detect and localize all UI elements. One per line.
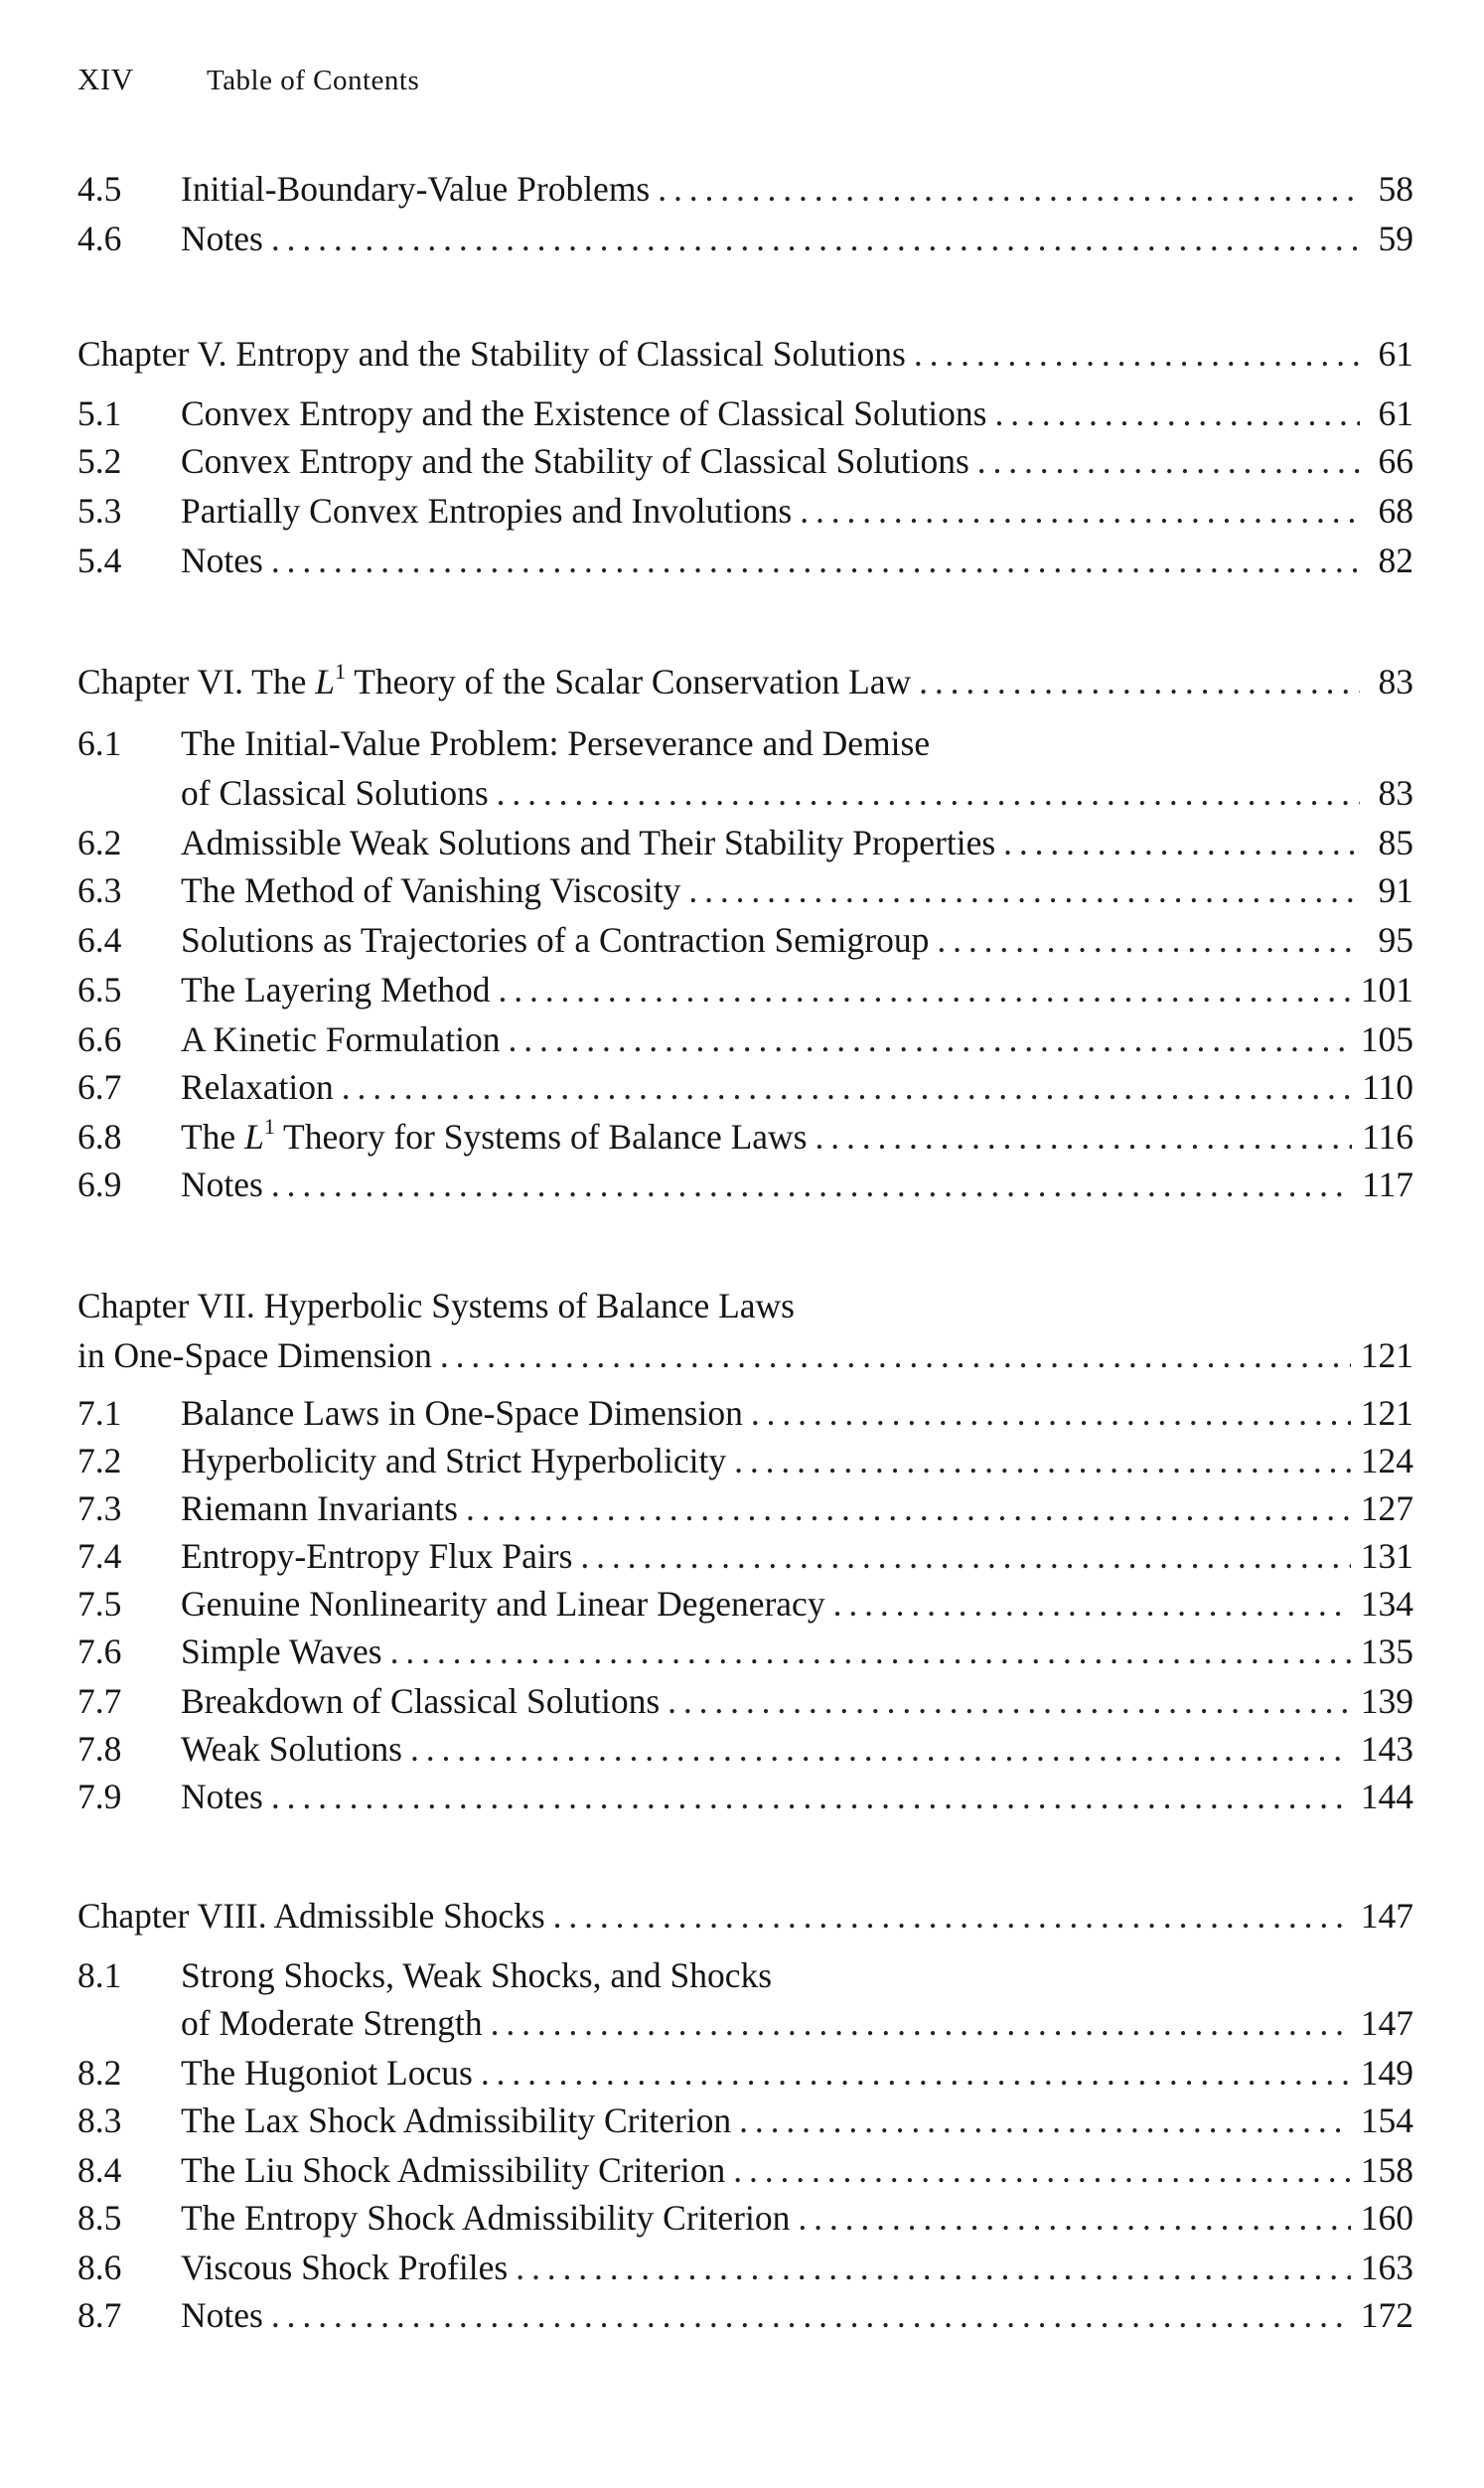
- toc-entry-number: 7.1: [77, 1393, 122, 1433]
- toc-entry-title: Notes: [181, 541, 263, 580]
- dot-leader: [508, 1015, 1350, 1063]
- math-symbol: L: [244, 1117, 264, 1157]
- header-page-number: XIV: [77, 62, 134, 96]
- math-superscript: 1: [263, 1114, 275, 1139]
- toc-entry[interactable]: [77, 1580, 1413, 1628]
- toc-entry[interactable]: [77, 537, 1413, 584]
- toc-page-number: 158: [1360, 2150, 1413, 2190]
- toc-entry-number: 6.3: [77, 870, 122, 910]
- toc-page-number: 121: [1360, 1335, 1413, 1375]
- toc-page-number: 68: [1378, 491, 1413, 531]
- toc-entry[interactable]: [77, 1677, 1413, 1725]
- dot-leader: [977, 437, 1360, 485]
- toc-page-number: 110: [1362, 1067, 1413, 1107]
- toc-entry-title: [181, 1113, 807, 1161]
- toc-entry[interactable]: [77, 487, 1413, 535]
- toc-entry-title: Solutions as Trajectories of a Contraction Semigroup: [181, 920, 930, 960]
- toc-entry-title: Admissible Weak Solutions and Their Stability Properties: [181, 823, 996, 862]
- toc-page-number: 124: [1360, 1441, 1413, 1480]
- toc-page-number: 91: [1378, 870, 1413, 910]
- toc-entry-title: A Kinetic Formulation: [181, 1019, 501, 1059]
- toc-entry-number: 8.5: [77, 2198, 122, 2238]
- toc-entry-number: 6.7: [77, 1067, 122, 1107]
- toc-entry-number: 6.9: [77, 1165, 122, 1204]
- toc-entry-number: 7.2: [77, 1441, 122, 1480]
- toc-page-number: 83: [1378, 773, 1413, 813]
- toc-title-text: Theory for Systems of Balance Laws: [274, 1117, 808, 1157]
- toc-page-number: 131: [1360, 1536, 1413, 1576]
- toc-entry-title: The Layering Method: [181, 970, 491, 1010]
- dot-leader: [734, 1437, 1351, 1484]
- toc-chapter-heading[interactable]: [77, 1331, 1413, 1379]
- toc-entry[interactable]: [77, 916, 1413, 964]
- toc-entry[interactable]: [77, 1773, 1413, 1820]
- toc-entry-title: Notes: [181, 219, 263, 258]
- toc-entry-title: Convex Entropy and the Existence of Classical Solutions: [181, 393, 987, 433]
- dot-leader: [739, 2097, 1351, 2144]
- toc-entry-number: 5.3: [77, 491, 122, 531]
- toc-page-number: 143: [1360, 1729, 1413, 1769]
- toc-title-text: The: [181, 1117, 245, 1157]
- toc-entry[interactable]: [77, 165, 1413, 213]
- dot-leader: [440, 1331, 1351, 1379]
- toc-entry-title: The Method of Vanishing Viscosity: [181, 870, 681, 910]
- dot-leader: [815, 1113, 1352, 1161]
- toc-page-number: 134: [1360, 1584, 1413, 1624]
- toc-entry-number: 5.2: [77, 441, 122, 481]
- math-superscript: 1: [335, 659, 346, 684]
- toc-page-number: 61: [1378, 393, 1413, 433]
- toc-entry-number: 7.7: [77, 1681, 122, 1721]
- dot-leader: [553, 1892, 1351, 1940]
- dot-leader: [668, 1677, 1351, 1725]
- toc-entry-title: in One-Space Dimension: [77, 1335, 432, 1375]
- toc-chapter-heading[interactable]: [77, 330, 1413, 378]
- dot-leader: [499, 966, 1351, 1013]
- toc-entry[interactable]: [77, 1113, 1413, 1161]
- toc-entry-number: 8.3: [77, 2100, 122, 2140]
- dot-leader: [751, 1389, 1351, 1437]
- toc-entry-number: 6.4: [77, 920, 122, 960]
- dot-leader: [271, 2291, 1351, 2339]
- toc-entry[interactable]: [77, 2244, 1413, 2291]
- dot-leader: [733, 2146, 1350, 2194]
- toc-entry-title: Convex Entropy and the Stability of Classical Solutions: [181, 441, 969, 481]
- toc-entry-number: 5.1: [77, 393, 122, 433]
- toc-entry[interactable]: [77, 215, 1413, 262]
- toc-page-number: 139: [1360, 1681, 1413, 1721]
- dot-leader: [798, 2194, 1350, 2242]
- toc-page-number: 147: [1360, 2003, 1413, 2043]
- toc-entry[interactable]: [77, 1437, 1413, 1484]
- toc-entry-number: 7.3: [77, 1488, 122, 1528]
- toc-entry[interactable]: [77, 389, 1413, 437]
- toc-entry-title: Breakdown of Classical Solutions: [181, 1681, 661, 1721]
- toc-page-number: 95: [1378, 920, 1413, 960]
- toc-entry[interactable]: [77, 866, 1413, 914]
- math-symbol: L: [315, 662, 335, 701]
- toc-entry-title: Notes: [181, 2295, 263, 2335]
- toc-page-number: 61: [1378, 334, 1413, 374]
- toc-entry[interactable]: [77, 769, 1413, 817]
- toc-entry-title: Chapter VIII. Admissible Shocks: [77, 1896, 545, 1936]
- running-header: [77, 62, 419, 97]
- toc-entry[interactable]: [77, 1725, 1413, 1773]
- toc-entry[interactable]: [77, 2097, 1413, 2144]
- toc-page-number: 121: [1360, 1393, 1413, 1433]
- toc-entry[interactable]: [77, 1063, 1413, 1111]
- toc-entry[interactable]: [77, 2049, 1413, 2097]
- toc-entry[interactable]: [77, 1484, 1413, 1532]
- toc-entry-number: 6.2: [77, 823, 122, 862]
- toc-entry-title: of Classical Solutions: [181, 773, 489, 813]
- dot-leader: [491, 1999, 1351, 2047]
- toc-entry-number: 4.6: [77, 219, 122, 258]
- toc-page-number: 154: [1360, 2100, 1413, 2140]
- toc-page-number: 83: [1378, 662, 1413, 701]
- toc-entry[interactable]: [77, 1999, 1413, 2047]
- toc-page-number: 116: [1362, 1117, 1413, 1157]
- toc-entry-title: Riemann Invariants: [181, 1488, 458, 1528]
- toc-entry[interactable]: [77, 1532, 1413, 1580]
- toc-page-number: 58: [1378, 169, 1413, 209]
- dot-leader: [1003, 819, 1360, 866]
- dot-leader: [497, 769, 1360, 817]
- toc-entry-title: The Initial-Value Problem: Perseverance and Demise: [181, 723, 931, 763]
- toc-page-number: 149: [1360, 2053, 1413, 2093]
- toc-entry-title: Simple Waves: [181, 1632, 382, 1671]
- dot-leader: [342, 1063, 1352, 1111]
- toc-entry-title: Relaxation: [181, 1067, 334, 1107]
- dot-leader: [271, 1161, 1352, 1208]
- toc-page-number: 117: [1362, 1165, 1413, 1204]
- toc-page-number: 127: [1360, 1488, 1413, 1528]
- toc-title-text: Chapter VI. The: [77, 662, 316, 701]
- header-running-title: Table of Contents: [207, 65, 420, 96]
- toc-entry-title: The Entropy Shock Admissibility Criterion: [181, 2198, 791, 2238]
- toc-page: [77, 0, 1413, 2488]
- toc-entry-number: 7.4: [77, 1536, 122, 1576]
- toc-entry-number: 4.5: [77, 169, 122, 209]
- toc-entry[interactable]: [77, 1951, 1413, 1999]
- toc-page-number: 144: [1360, 1777, 1413, 1816]
- toc-page-number: 160: [1360, 2198, 1413, 2238]
- toc-entry-number: 6.5: [77, 970, 122, 1010]
- toc-entry-title: The Lax Shock Admissibility Criterion: [181, 2100, 732, 2140]
- dot-leader: [658, 165, 1360, 213]
- toc-entry-title: Notes: [181, 1777, 263, 1816]
- toc-page-number: 66: [1378, 441, 1413, 481]
- toc-entry-number: 6.6: [77, 1019, 122, 1059]
- toc-entry[interactable]: [77, 966, 1413, 1013]
- toc-entry-number: 7.8: [77, 1729, 122, 1769]
- toc-entry-title: Strong Shocks, Weak Shocks, and Shocks: [181, 1955, 773, 1995]
- dot-leader: [919, 658, 1360, 705]
- toc-page-number: 147: [1360, 1896, 1413, 1936]
- toc-entry-title: Initial-Boundary-Value Problems: [181, 169, 651, 209]
- dot-leader: [271, 215, 1360, 262]
- toc-page-number: 172: [1360, 2295, 1413, 2335]
- toc-entry[interactable]: [77, 719, 1413, 767]
- toc-entry-title: The Liu Shock Admissibility Criterion: [181, 2150, 726, 2190]
- toc-entry-number: 6.8: [77, 1117, 122, 1157]
- toc-entry-number: 8.6: [77, 2248, 122, 2287]
- toc-entry-number: 8.4: [77, 2150, 122, 2190]
- dot-leader: [390, 1628, 1351, 1675]
- toc-page-number: 59: [1378, 219, 1413, 258]
- toc-chapter-heading[interactable]: [77, 1892, 1413, 1940]
- toc-page-number: 163: [1360, 2248, 1413, 2287]
- dot-leader: [516, 2244, 1351, 2291]
- toc-page-number: 105: [1360, 1019, 1413, 1059]
- toc-entry-number: 7.9: [77, 1777, 122, 1816]
- dot-leader: [914, 330, 1360, 378]
- toc-entry-title: Genuine Nonlinearity and Linear Degeneracy: [181, 1584, 825, 1624]
- toc-entry[interactable]: [77, 2194, 1413, 2242]
- toc-chapter-heading[interactable]: [77, 658, 1413, 705]
- toc-entry-title: Entropy-Entropy Flux Pairs: [181, 1536, 573, 1576]
- toc-entry-title: [77, 658, 911, 705]
- dot-leader: [481, 2049, 1351, 2097]
- toc-page-number: 85: [1378, 823, 1413, 862]
- toc-entry-title: Weak Solutions: [181, 1729, 402, 1769]
- toc-entry[interactable]: [77, 2146, 1413, 2194]
- toc-entry-number: 8.2: [77, 2053, 122, 2093]
- toc-entry[interactable]: [77, 1628, 1413, 1675]
- toc-entry-number: 5.4: [77, 541, 122, 580]
- toc-title-text: Theory of the Scalar Conservation Law: [346, 662, 912, 701]
- toc-entry-title: of Moderate Strength: [181, 2003, 483, 2043]
- toc-page-number: 135: [1360, 1632, 1413, 1671]
- toc-entry[interactable]: [77, 819, 1413, 866]
- toc-entry-title: Notes: [181, 1165, 263, 1204]
- toc-entry-title: Viscous Shock Profiles: [181, 2248, 509, 2287]
- toc-entry-title: Partially Convex Entropies and Involutions: [181, 491, 793, 531]
- toc-entry-title: The Hugoniot Locus: [181, 2053, 473, 2093]
- toc-entry-number: 8.1: [77, 1955, 122, 1995]
- toc-page-number: 101: [1360, 970, 1413, 1010]
- toc-entry-title: Chapter V. Entropy and the Stability of Classical Solutions: [77, 334, 906, 374]
- toc-entry-number: 6.1: [77, 723, 122, 763]
- toc-entry-title: Hyperbolicity and Strict Hyperbolicity: [181, 1441, 727, 1480]
- dot-leader: [833, 1580, 1351, 1628]
- toc-entry[interactable]: [77, 2291, 1413, 2339]
- dot-leader: [271, 1773, 1351, 1820]
- dot-leader: [410, 1725, 1351, 1773]
- toc-page-number: 82: [1378, 541, 1413, 580]
- toc-entry-number: 8.7: [77, 2295, 122, 2335]
- toc-entry-title: Balance Laws in One-Space Dimension: [181, 1393, 743, 1433]
- dot-leader: [271, 537, 1360, 584]
- dot-leader: [580, 1532, 1350, 1580]
- toc-entry-title: Chapter VII. Hyperbolic Systems of Balance Laws: [77, 1286, 795, 1325]
- dot-leader: [466, 1484, 1351, 1532]
- dot-leader: [688, 866, 1360, 914]
- toc-chapter-heading[interactable]: [77, 1282, 1413, 1329]
- dot-leader: [800, 487, 1360, 535]
- dot-leader: [994, 389, 1360, 437]
- toc-entry[interactable]: [77, 437, 1413, 485]
- toc-entry-number: 7.6: [77, 1632, 122, 1671]
- dot-leader: [937, 916, 1360, 964]
- toc-entry-number: 7.5: [77, 1584, 122, 1624]
- toc-entry[interactable]: [77, 1161, 1413, 1208]
- toc-entry[interactable]: [77, 1015, 1413, 1063]
- toc-entry[interactable]: [77, 1389, 1413, 1437]
